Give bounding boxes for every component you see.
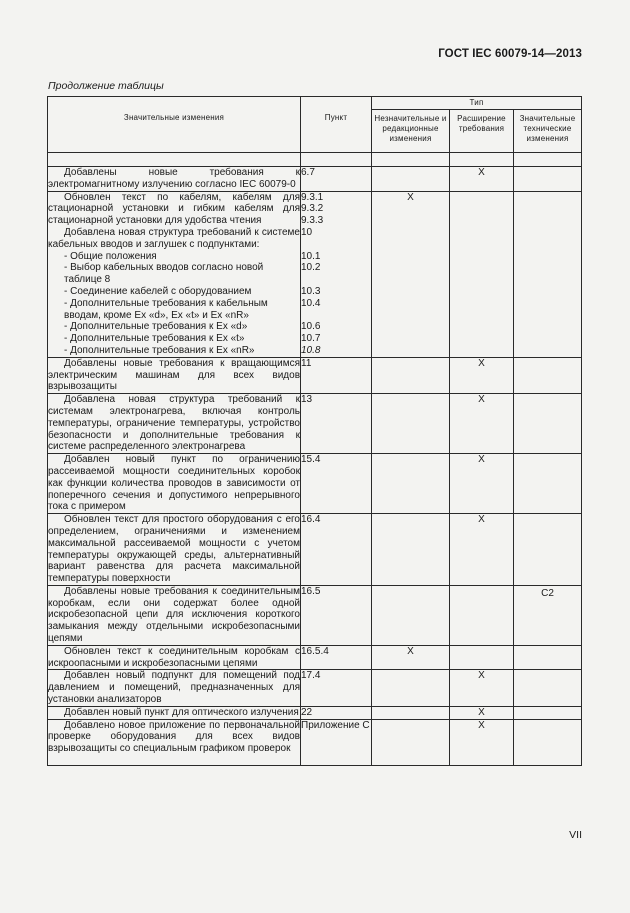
change-description [48, 719, 301, 765]
clause-number: 10.1 [301, 250, 321, 262]
change-description [48, 706, 301, 719]
minor-mark [372, 454, 450, 514]
table-row [48, 719, 582, 765]
minor-mark [372, 357, 450, 393]
clause-number: 6.7 [301, 167, 315, 178]
table-row [48, 191, 582, 357]
technical-mark [514, 514, 582, 586]
clause-number: 10 [301, 226, 313, 238]
clause-cell [301, 719, 372, 765]
list-item: - Выбор кабельных вводов согласно новой таблице 8 [64, 262, 264, 286]
extension-mark: X [450, 167, 514, 192]
technical-mark [514, 394, 582, 454]
clause-cell [301, 645, 372, 670]
clause-number: Приложение С [301, 719, 370, 731]
minor-mark: X [372, 645, 450, 670]
clause-cell [301, 454, 372, 514]
extension-mark: X [450, 719, 514, 765]
technical-mark [514, 719, 582, 765]
minor-mark [372, 670, 450, 706]
clause-spacer [301, 310, 371, 322]
table-row [48, 706, 582, 719]
minor-mark [372, 167, 450, 192]
table-row [48, 394, 582, 454]
spacer-row [48, 153, 582, 167]
clause-number: 9.3.1 [301, 191, 324, 203]
table-row [48, 645, 582, 670]
clause-number: 10.8 [301, 344, 321, 356]
list-item: - Дополнительные требования к Ex «t» [64, 333, 245, 345]
table-row [48, 454, 582, 514]
list-item: - Дополнительные требования к кабельным вводам, кроме Ex «d», Ex «t» и Ex «nR» [64, 297, 268, 321]
clause-cell [301, 585, 372, 645]
change-description [48, 454, 301, 514]
change-text: Добавлена новая структура требований к системе кабельных вводов и заглушек с подпунктами: [48, 226, 300, 250]
clause-number: 9.3.2 [301, 203, 324, 215]
minor-mark [372, 706, 450, 719]
extension-mark [450, 191, 514, 357]
change-description [48, 167, 301, 192]
technical-mark [514, 357, 582, 393]
header-extension: Расширение требования [450, 110, 514, 153]
clause-number: 17.4 [301, 670, 321, 682]
table-row [48, 585, 582, 645]
change-description [48, 585, 301, 645]
clause-cell [301, 167, 372, 192]
clause-cell [301, 706, 372, 719]
clause-number: 10.7 [301, 333, 321, 345]
clause-number: 10.3 [301, 285, 321, 297]
minor-mark: X [372, 191, 450, 357]
standard-designation: ГОСТ IEC 60079-14—2013 [438, 48, 582, 60]
clause-number: 10.2 [301, 262, 321, 274]
minor-mark [372, 394, 450, 454]
header-minor: Незначительные и редакционные изменения [372, 110, 450, 153]
header-changes: Значительные изменения [48, 97, 301, 153]
technical-mark [514, 167, 582, 192]
header-clause: Пункт [301, 97, 372, 153]
change-text: Обновлен текст к соединительным коробкам с искроопасными и искробезопасными цепями [48, 645, 300, 669]
clause-number: 15.4 [301, 454, 321, 466]
clause-cell [301, 394, 372, 454]
clause-number: 10.6 [301, 321, 321, 333]
extension-mark: X [450, 454, 514, 514]
extension-mark [450, 645, 514, 670]
clause-number: 10.4 [301, 297, 321, 309]
extension-mark [450, 585, 514, 645]
extension-mark: X [450, 670, 514, 706]
clause-number: 9.3.3 [301, 215, 324, 227]
clause-number: 13 [301, 394, 313, 406]
clause-cell [301, 357, 372, 393]
technical-mark [514, 191, 582, 357]
change-description [48, 357, 301, 393]
change-description [48, 670, 301, 706]
clause-cell [301, 514, 372, 586]
header-type: Тип [372, 97, 582, 110]
minor-mark [372, 514, 450, 586]
minor-mark [372, 585, 450, 645]
change-text: Добавлен новый подпункт для помещений под давлением и помещений, предназначенных для установки анализаторов [48, 670, 300, 706]
table-row [48, 357, 582, 393]
list-item: - Дополнительные требования к Ex «nR» [64, 344, 255, 356]
change-description [48, 191, 301, 357]
list-item: - Дополнительные требования к Ex «d» [64, 321, 248, 333]
change-description [48, 514, 301, 586]
clause-cell [301, 670, 372, 706]
change-text: Добавлена новая структура требований к системам электронагрева, включая контроль температуры, ограничение температуры, устройство безопасности и дополнительные требования к системе распределенного электронагрева [48, 394, 300, 453]
change-text: Добавлены новые требования к соединительным коробкам, если они содержат более одной искробезопасной цепи для исключения короткого замыкания между отдельными искробезопасными цепями [48, 585, 300, 645]
change-description [48, 394, 301, 454]
table-row [48, 514, 582, 586]
list-item: - Общие положения [64, 250, 157, 262]
header-technical: Значительные технические изменения [514, 110, 582, 153]
list-item: - Соединение кабелей с оборудованием [64, 285, 252, 297]
extension-mark: X [450, 514, 514, 586]
clause-cell [301, 191, 372, 357]
page-number: VII [569, 829, 582, 841]
table-row [48, 670, 582, 706]
changes-table [47, 96, 582, 766]
minor-mark [372, 719, 450, 765]
clause-number: 16.4 [301, 514, 321, 526]
technical-mark [514, 706, 582, 719]
extension-mark: X [450, 357, 514, 393]
extension-mark: X [450, 706, 514, 719]
clause-number: 16.5 [301, 585, 321, 597]
table-row [48, 167, 582, 192]
clause-spacer [301, 239, 371, 251]
clause-number: 11 [301, 357, 312, 369]
change-text: Обновлен текст по кабелям, кабелям для стационарной установки и гибким кабелям для стационарной установки для удобства чтения [48, 191, 300, 227]
clause-number: 16.5.4 [301, 645, 329, 657]
change-text: Добавлены новые требования к электромагнитному излучению согласно IEC 60079-0 [48, 167, 300, 190]
clause-spacer [301, 274, 371, 286]
change-description [48, 645, 301, 670]
change-text: Добавлен новый пункт по ограничению рассеиваемой мощности соединительных коробок как функции количества проводов в зависимости от поперечного сечения и допустимого непрерывного тока с примером [48, 454, 300, 513]
technical-mark [514, 670, 582, 706]
clause-number: 22 [301, 706, 313, 718]
change-text: Обновлен текст для простого оборудования с его определением, ограничениями и изменением максимальной рассеиваемой мощности с учетом температуры окружающей среды, альтернативный вариант равенства для расчета максимальной температуры поверхности [48, 514, 300, 585]
change-text: Добавлены новые требования к вращающимся электрическим машинам для всех видов взрывозащиты [48, 357, 300, 393]
technical-mark: C2 [514, 585, 582, 645]
table-caption: Продолжение таблицы [48, 80, 164, 92]
change-text: Добавлено новое приложение по первоначальной проверке оборудования для всех видов взрывозащиты со специальным графиком проверок [48, 719, 300, 755]
technical-mark [514, 645, 582, 670]
extension-mark: X [450, 394, 514, 454]
change-text: Добавлен новый пункт для оптического излучения [64, 706, 299, 718]
technical-mark [514, 454, 582, 514]
